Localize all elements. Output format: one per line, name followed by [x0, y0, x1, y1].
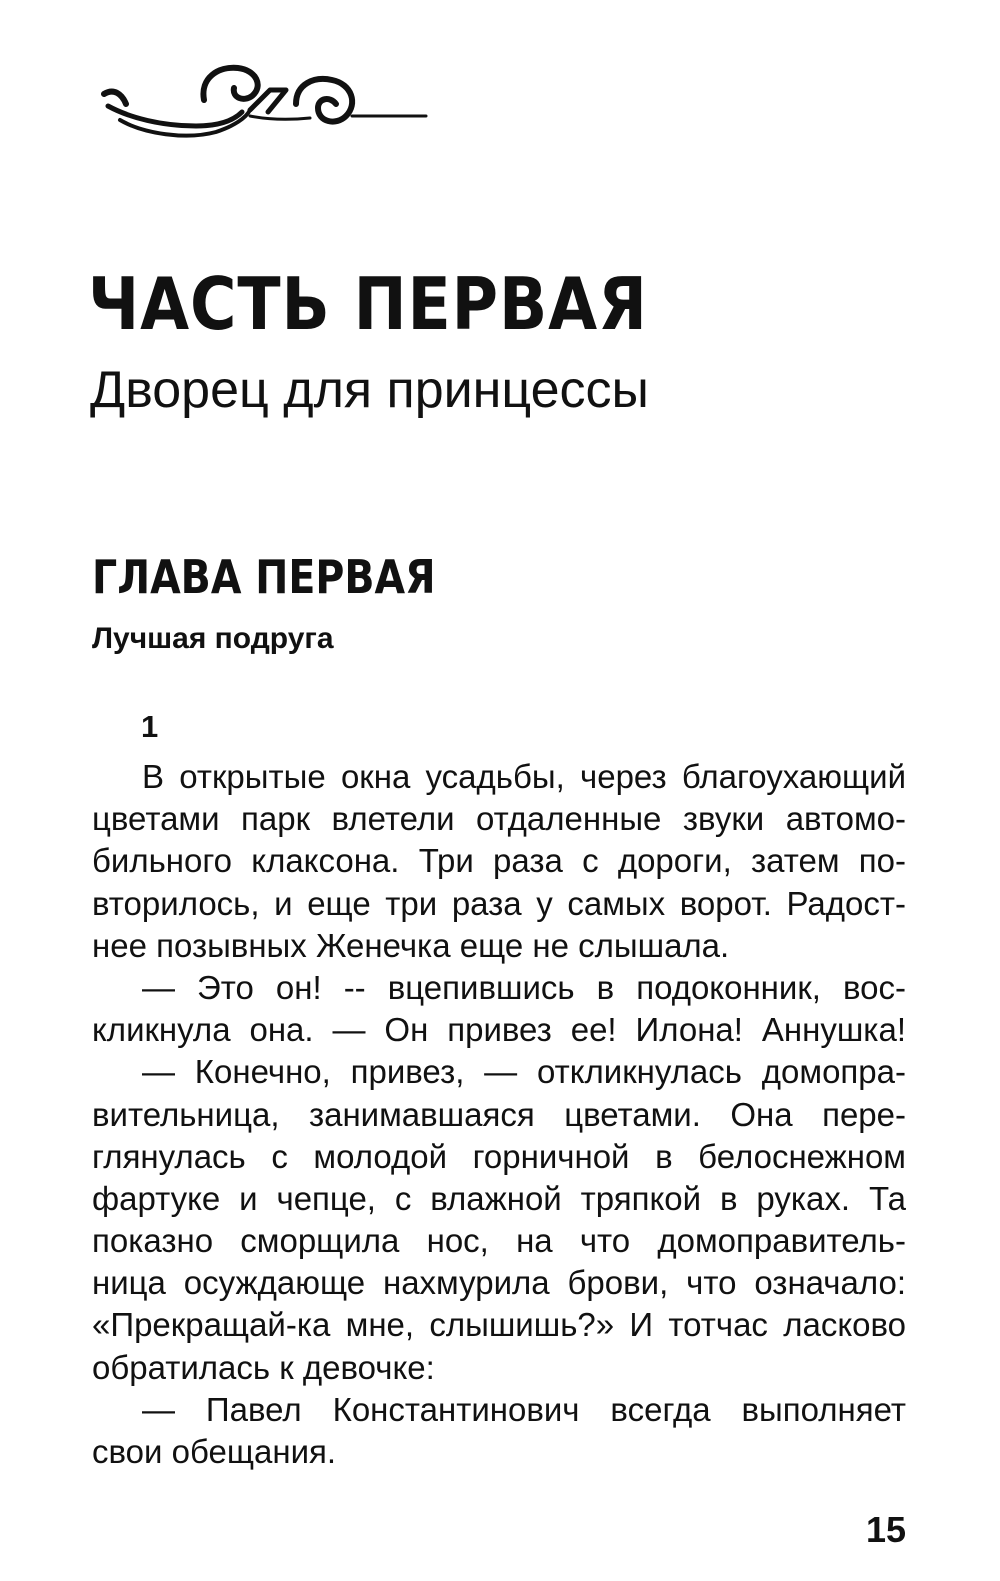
decorative-ornament-icon: [100, 60, 430, 145]
part-subtitle: Дворец для принцессы: [90, 361, 649, 419]
text-line: вторилось, и еще три раза у самых ворот. Радост-: [92, 884, 906, 922]
text-line: свои обещания.: [92, 1433, 337, 1470]
text-line: — Конечно, привез, — откликнулась домопра-: [142, 1053, 906, 1091]
body-text: [92, 756, 906, 1473]
text-line: фартуке и чепце, с влажной тряпкой в руках. Та: [92, 1179, 906, 1217]
text-line: «Прекращай-ка мне, слышишь?» И тотчас ласково: [92, 1306, 906, 1344]
section-number: 1: [141, 709, 159, 744]
page-number: 15: [865, 1509, 906, 1550]
chapter-title: ГЛАВА ПЕРВАЯ: [92, 550, 436, 604]
text-line: — Это он! -- вцепившись в подоконник, вос-: [142, 968, 906, 1006]
text-line: цветами парк влетели отдаленные звуки автомо-: [92, 800, 906, 838]
chapter-subtitle: Лучшая подруга: [92, 622, 334, 655]
text-line: нее позывных Женечка еще не слышала.: [92, 926, 730, 964]
text-line: бильного клаксона. Три раза с дороги, затем по-: [92, 842, 906, 880]
text-line: ница осуждающе нахмурила брови, что означало:: [92, 1264, 906, 1302]
text-line: глянулась с молодой горничной в белоснежном: [92, 1137, 906, 1175]
text-line: вительница, занимавшаяся цветами. Она пере-: [92, 1095, 906, 1133]
text-line: — Павел Константинович всегда выполняет: [142, 1390, 906, 1428]
text-line: показно сморщила нос, на что домоправитель-: [92, 1222, 906, 1260]
part-title: ЧАСТЬ ПЕРВАЯ: [88, 262, 648, 346]
text-line: В открытые окна усадьбы, через благоухающий: [142, 758, 906, 795]
text-line: обратилась к девочке:: [92, 1348, 435, 1386]
text-line: кликнула она. — Он привез ее! Илона! Аннушка!: [92, 1011, 906, 1049]
